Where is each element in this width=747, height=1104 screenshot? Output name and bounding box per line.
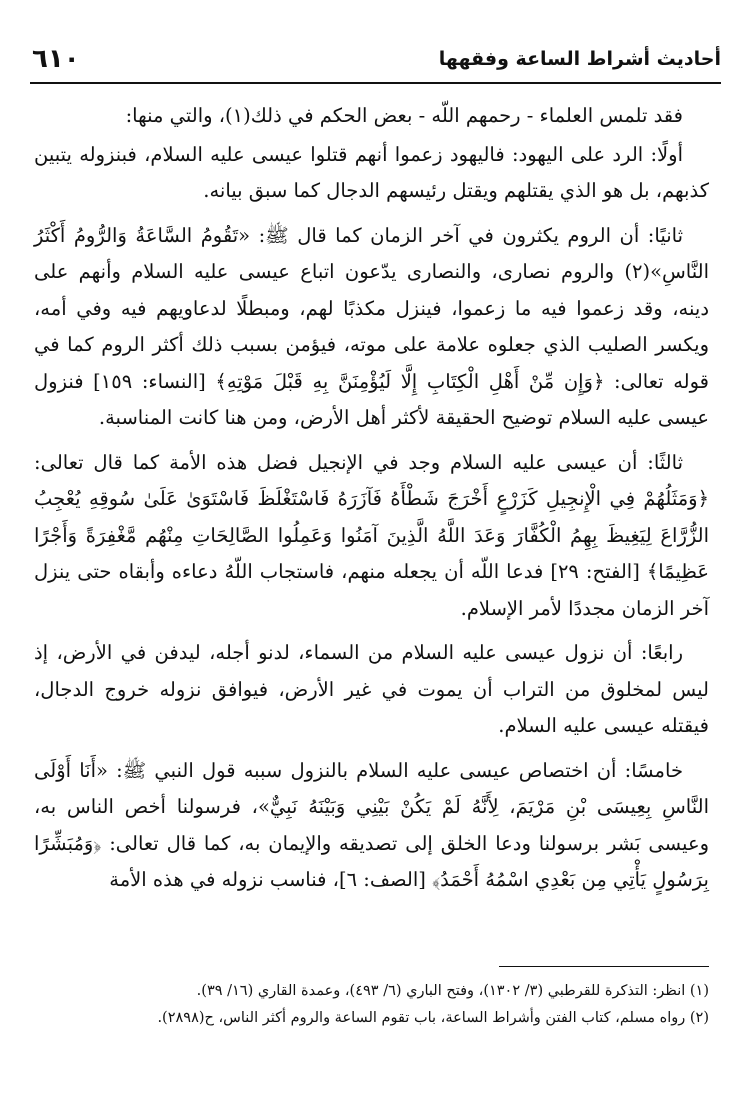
footnote-1: (١) انظر: التذكرة للقرطبي (٣/ ١٣٠٢)، وفتح الباري (٦/ ٤٩٣)، وعمدة القاري (١٦/ ٣٩).: [196, 983, 709, 999]
footnotes: [34, 978, 709, 1032]
paragraph-fourth-reason: رابعًا: أن نزول عيسى عليه السلام من السماء، لدنو أجله، ليدفن في الأرض، إذ ليس لمخلوق من التراب أن يموت في غير الأرض، فيوافق نزوله خروج الدجال، فيقتله عيسى عليه السلام.: [34, 641, 709, 737]
paragraph-fifth-reason: خامسًا: أن اختصاص عيسى عليه السلام بالنزول سببه قول النبي ﷺ: «أَنَا أَوْلَى النَّاسِ بِعِيسَى بْنِ مَرْيَمَ، لِأَنَّهُ لَمْ يَكُنْ بَيْنِي وَبَيْنَهُ نَبِيٌّ»، فرسولنا أخص الناس به، وعيسى بَشر برسولنا ودعا الخلق إلى تصديقه والإيمان به، كما قال تعالى: ﴿وَمُبَشِّرًا بِرَسُولٍ يَأْتِي مِن بَعْدِي اسْمُهُ أَحْمَدُ﴾ [الصف: ٦]، فناسب نزوله في هذه الأمة: [34, 758, 709, 891]
paragraph-second-reason: ثانيًا: أن الروم يكثرون في آخر الزمان كما قال ﷺ: «تَقُومُ السَّاعَةُ وَالرُّومُ أَكْثَرُ النَّاسِ»(٢) والروم نصارى، والنصارى يدّعون اتباع عيسى عليه السلام وأنهم على دينه، وقد زعموا فيه ما زعموا، فينزل مكذبًا لهم، ومبطلًا لدعاويهم فيه وفي أمه، ويكسر الصليب الذي جعلوه علامة على موته، فيؤمن بسبب ذلك أكثر الروم كما في قوله تعالى: ﴿وَإِن مِّنْ أَهْلِ الْكِتَابِ إِلَّا لَيُؤْمِنَنَّ بِهِ قَبْلَ مَوْتِهِ﴾ [النساء: ١٥٩] فنزول عيسى عليه السلام توضيح الحقيقة لأكثر أهل الأرض، ومن هنا كانت المناسبة.: [34, 223, 709, 429]
paragraph-third-reason: ثالثًا: أن عيسى عليه السلام وجد في الإنجيل فضل هذه الأمة كما قال تعالى: ﴿وَمَثَلُهُمْ فِي الْإِنجِيلِ كَزَرْعٍ أَخْرَجَ شَطْأَهُ فَآزَرَهُ فَاسْتَغْلَظَ فَاسْتَوَىٰ عَلَىٰ سُوقِهِ يُعْجِبُ الزُّرَّاعَ لِيَغِيظَ بِهِمُ الْكُفَّارَ وَعَدَ اللَّهُ الَّذِينَ آمَنُوا وَعَمِلُوا الصَّالِحَاتِ مِنْهُم مَّغْفِرَةً وَأَجْرًا عَظِيمًا﴾ [الفتح: ٢٩] فدعا اللّه أن يجعله منهم، فاستجاب اللّهُ دعاءه وأبقاه حتى ينزل آخر الزمان مجددًا لأمر الإسلام.: [34, 450, 709, 620]
page-number: ٦١٠: [32, 44, 80, 74]
footnote-2: (٢) رواه مسلم، كتاب الفتن وأشراط الساعة، باب تقوم الساعة والروم أكثر الناس، ح(٢٨٩٨).: [157, 1010, 709, 1026]
running-header: [32, 40, 721, 78]
header-rule: [30, 82, 721, 84]
running-title: أحاديث أشراط الساعة وفقهها: [438, 48, 721, 70]
main-text: [34, 98, 709, 907]
paragraph-first-reason: أولًا: الرد على اليهود: فاليهود زعموا أنهم قتلوا عيسى عليه السلام، فبنزوله يتبين كذبهم، بل هو الذي يقتلهم ويقتل رئيسهم الدجال كما سبق بيانه.: [34, 142, 709, 202]
paragraph-intro: فقد تلمس العلماء - رحمهم اللّه - بعض الحكم في ذلك(١)، والتي منها:: [125, 104, 683, 127]
footnote-rule: [499, 966, 709, 967]
